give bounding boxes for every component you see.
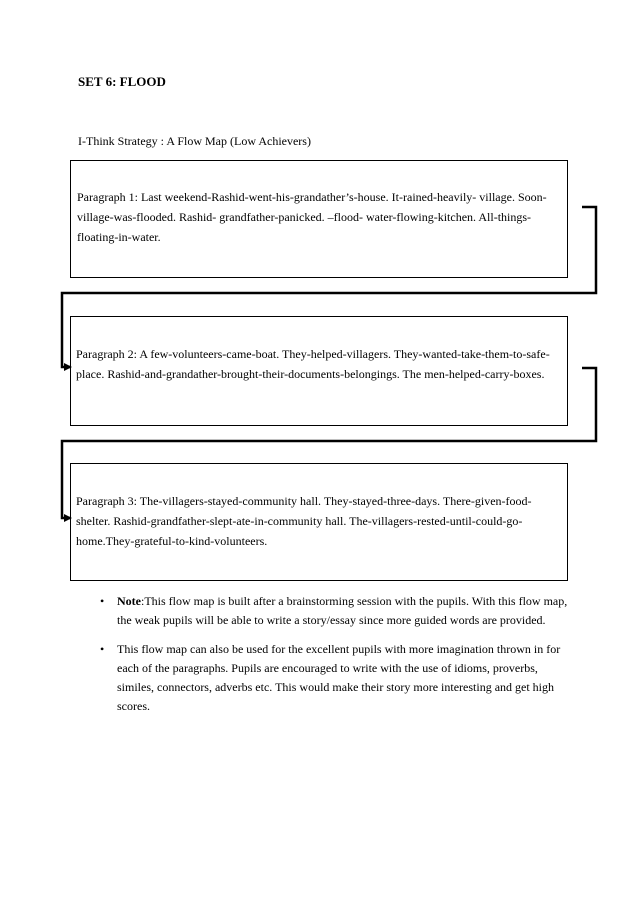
notes-list [100,592,570,726]
note-item [100,592,570,630]
bullet-icon: • [100,642,105,656]
note-label: Note [117,594,141,608]
connector-arrow-2 [62,368,596,518]
note-text: This flow map can also be used for the excellent pupils with more imagination thrown in for each of the paragraphs. Pupils are encouraged to write with the use of idioms, proverbs, similes, connectors, adverbs etc. This would make their story more interesting and get high scores. [117,642,561,713]
paragraph-3-text: Paragraph 3: The-villagers-stayed-community hall. They-stayed-three-days. There-given-food-shelter. Rashid-grandfather-slept-ate-in-community hall. The-villagers-rested-until-could-go-home.They-grateful-to-kind-volunteers. [76,494,532,548]
note-item [100,640,570,716]
paragraph-1-text: Paragraph 1: Last weekend-Rashid-went-his-grandather’s-house. It-rained-heavily- village. Soon- village-was-flooded. Rashid- grandfather-panicked. –flood- water-flowing-kitchen. All-things-floating-in-water. [77,190,547,244]
bullet-icon: • [100,594,105,608]
note-text: :This flow map is built after a brainstorming session with the pupils. With this flow map, the weak pupils will be able to write a story/essay since more guided words are provided. [117,594,568,627]
connector-arrow-1 [62,207,596,367]
strategy-subtitle: I-Think Strategy : A Flow Map (Low Achievers) [78,134,311,148]
page-title: SET 6: FLOOD [78,74,166,89]
paragraph-2-text: Paragraph 2: A few-volunteers-came-boat. They-helped-villagers. They-wanted-take-them-to-safe-place. Rashid-and-grandather-brought-their-documents-belongings. The men-helped-carry-boxes. [76,347,550,381]
